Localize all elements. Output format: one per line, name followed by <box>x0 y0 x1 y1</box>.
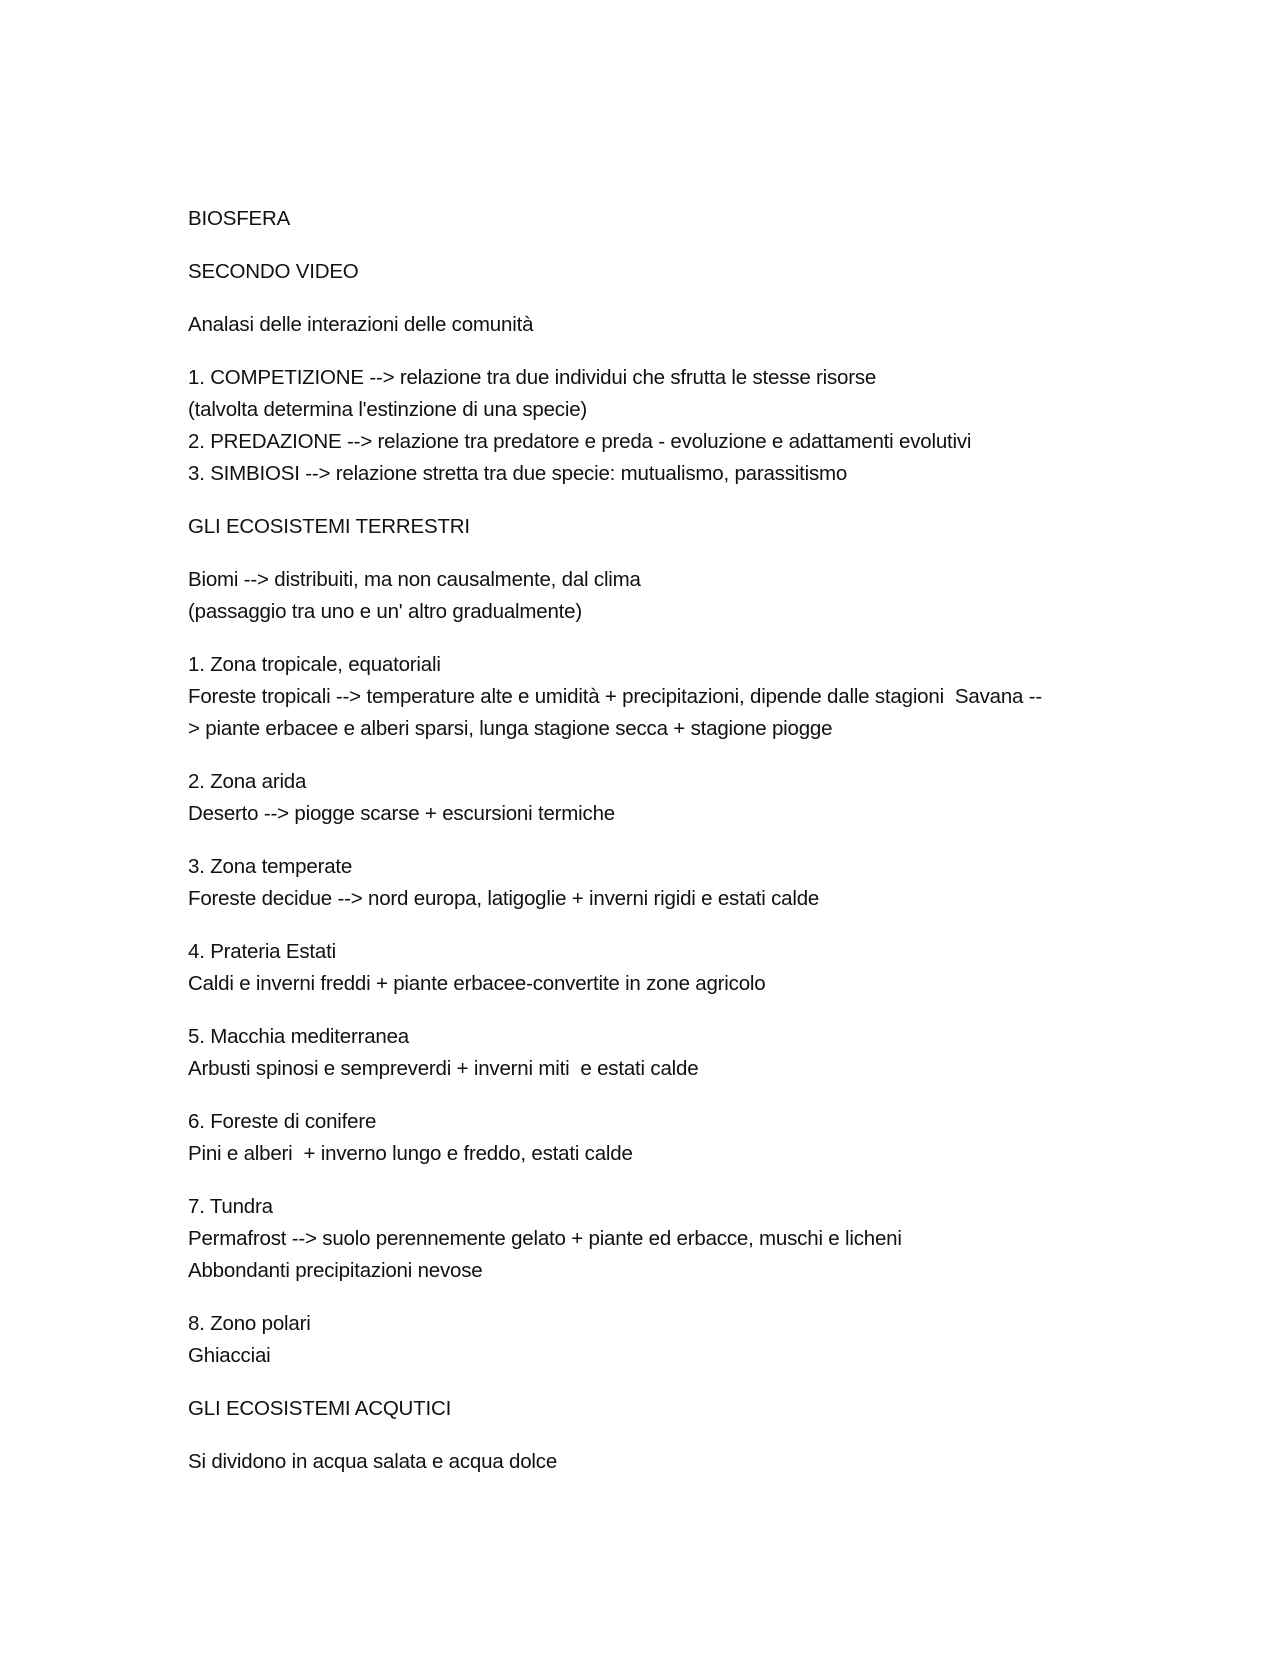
text-line: Caldi e inverni freddi + piante erbacee-convertite in zone agricolo <box>188 972 766 995</box>
document-page <box>188 203 1108 1499</box>
paragraph <box>188 1191 1108 1287</box>
paragraph <box>188 511 1108 543</box>
text-line: Foreste decidue --> nord europa, latigoglie + inverni rigidi e estati calde <box>188 887 820 910</box>
text-line: 3. Zona temperate <box>188 855 353 878</box>
text-line: Pini e alberi + inverno lungo e freddo, estati calde <box>188 1142 633 1165</box>
text-line: Si dividono in acqua salata e acqua dolce <box>188 1450 558 1473</box>
text-line: Abbondanti precipitazioni nevose <box>188 1259 483 1282</box>
text-line: 1. COMPETIZIONE --> relazione tra due individui che sfrutta le stesse risorse <box>188 366 877 389</box>
text-line: Permafrost --> suolo perennemente gelato + piante ed erbacce, muschi e licheni <box>188 1227 902 1250</box>
text-line: 2. PREDAZIONE --> relazione tra predatore e preda - evoluzione e adattamenti evolutivi <box>188 430 972 453</box>
paragraph <box>188 1106 1108 1170</box>
paragraph <box>188 936 1108 1000</box>
text-line: 5. Macchia mediterranea <box>188 1025 410 1048</box>
text-line: (talvolta determina l'estinzione di una specie) <box>188 398 588 421</box>
text-line: (passaggio tra uno e un' altro gradualmente) <box>188 600 582 623</box>
paragraph <box>188 1446 1108 1478</box>
text-line: 4. Prateria Estati <box>188 940 336 963</box>
text-line: GLI ECOSISTEMI ACQUTICI <box>188 1397 452 1420</box>
text-line: 7. Tundra <box>188 1195 273 1218</box>
paragraph <box>188 564 1108 628</box>
text-line: 8. Zono polari <box>188 1312 311 1335</box>
paragraph <box>188 203 1108 235</box>
text-line: SECONDO VIDEO <box>188 260 359 283</box>
text-line: 2. Zona arida <box>188 770 307 793</box>
text-line: Biomi --> distribuiti, ma non causalmente, dal clima <box>188 568 641 591</box>
text-line: Deserto --> piogge scarse + escursioni termiche <box>188 802 615 825</box>
paragraph <box>188 1308 1108 1372</box>
text-line: > piante erbacee e alberi sparsi, lunga stagione secca + stagione piogge <box>188 717 833 740</box>
paragraph <box>188 1393 1108 1425</box>
text-line: Foreste tropicali --> temperature alte e umidità + precipitazioni, dipende dalle stagioni Savana -- <box>188 685 1042 708</box>
text-line: Analasi delle interazioni delle comunità <box>188 313 534 336</box>
text-line: 3. SIMBIOSI --> relazione stretta tra due specie: mutualismo, parassitismo <box>188 462 848 485</box>
text-line: GLI ECOSISTEMI TERRESTRI <box>188 515 470 538</box>
paragraph <box>188 851 1108 915</box>
paragraph <box>188 649 1108 745</box>
paragraph <box>188 309 1108 341</box>
paragraph <box>188 362 1108 490</box>
text-line: 1. Zona tropicale, equatoriali <box>188 653 441 676</box>
text-line: Ghiacciai <box>188 1344 271 1367</box>
text-line: 6. Foreste di conifere <box>188 1110 377 1133</box>
paragraph <box>188 766 1108 830</box>
paragraph <box>188 256 1108 288</box>
text-line: Arbusti spinosi e sempreverdi + inverni miti e estati calde <box>188 1057 699 1080</box>
text-line: BIOSFERA <box>188 207 291 230</box>
paragraph <box>188 1021 1108 1085</box>
